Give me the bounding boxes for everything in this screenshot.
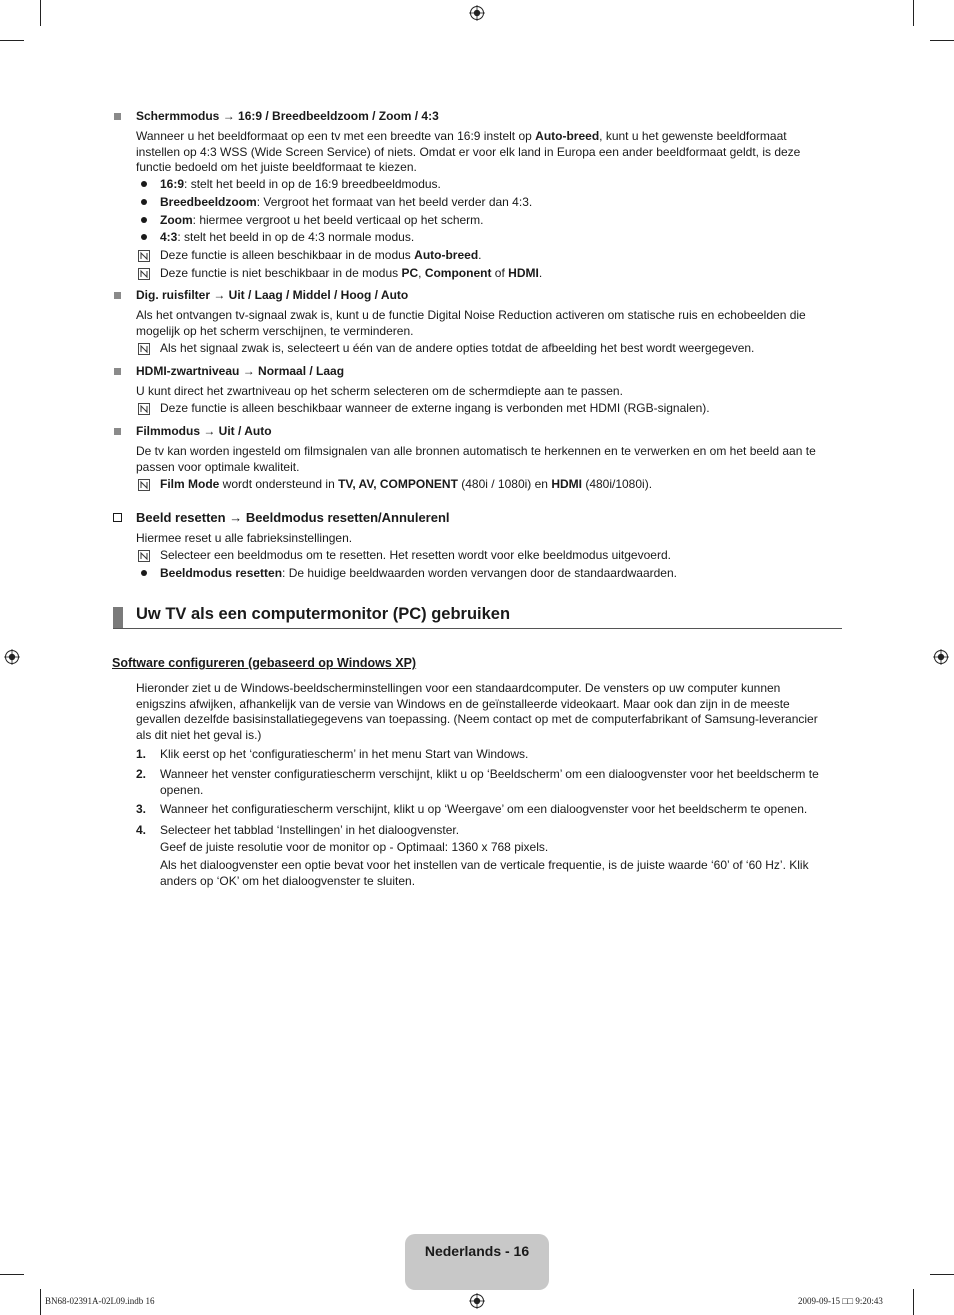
section-title-beeld-resetten: Beeld resetten → Beeldmodus resetten/Annulerenl [136,510,450,525]
crop-mark [930,40,954,41]
step-number: 3. [136,802,147,816]
print-file-info: BN68-02391A-02L09.indb 16 [45,1296,155,1306]
page-heading: Uw TV als een computermonitor (PC) gebruiken [136,605,511,623]
note-text: Selecteer een beeldmodus om te resetten. Het resetten wordt voor elke beeldmodus uitgevoerd. [160,548,671,562]
registration-mark-icon [4,649,20,665]
step-number: 4. [136,823,147,837]
registration-mark-icon [933,649,949,665]
page-number: Nederlands - 16 [424,1243,530,1259]
checkbox-icon [113,513,122,522]
section-square-icon [114,428,121,435]
crop-mark [930,1274,954,1275]
intro-paragraph: Hieronder ziet u de Windows-beeldscherminstellingen voor een standaardcomputer. De vensters op uw computer kunnen enigszins afwijken, afhankelijk van de versie van Windows en de geïnstalleerde videokaart. Maar ook dan zijn in de meeste gevallen dezelfde basisinstallatiegegevens van toepassing. (Neem contact op met de computerfabrikant of Samsung-leverancier als dit niet het geval is.) [136,681,818,742]
paragraph: Hiermee reset u alle fabrieksinstellingen. [136,531,353,545]
heading-rule [113,628,842,629]
section-title-ruisfilter: Dig. ruisfilter → Uit / Laag / Middel / Hoog / Auto [136,288,409,302]
section-square-icon [114,368,121,375]
step-text: Geef de juiste resolutie voor de monitor op - Optimaal: 1360 x 768 pixels. [160,840,549,854]
section-title-schermmodus: Schermmodus → 16:9 / Breedbeeldzoom / Zoom / 4:3 [136,109,439,123]
step-text: Wanneer het configuratiescherm verschijnt, klikt u op ‘Weergave’ om een dialoogvenster voor het beeldscherm te openen. [160,802,808,816]
subheading: Software configureren (gebaseerd op Windows XP) [112,656,417,670]
paragraph: Wanneer u het beeldformaat op een tv met een breedte van 16:9 instelt op Auto-breed, kunt u het gewenste beeldformaat instellen op 4:3 WSS (Wide Screen Service) of niets. Omdat er voor elk land in Europa een ander beeldformaat geldt, is deze functie bedoeld om het juiste beeldformaat te kiezen. [136,129,801,174]
note-text: Film Mode wordt ondersteund in TV, AV, COMPONENT (480i / 1080i) en HDMI (480i/1080i). [160,477,653,491]
crop-mark [913,0,914,26]
section-square-icon [114,292,121,299]
note-text: Deze functie is alleen beschikbaar in de modus Auto-breed. [160,248,482,262]
note-icon [138,550,150,562]
paragraph: Als het ontvangen tv-signaal zwak is, kunt u de functie Digital Noise Reduction activeren om statische ruis en echobeelden die mogelijk op het scherm verschijnen, te verminderen. [136,308,806,338]
note-text: Als het signaal zwak is, selecteert u één van de andere opties totdat de afbeelding het best wordt weergegeven. [160,341,755,355]
list-item: Breedbeeldzoom: Vergroot het formaat van het beeld verder dan 4:3. [160,195,533,209]
bullet-icon [141,199,147,205]
section-title-filmmodus: Filmmodus → Uit / Auto [136,424,272,438]
crop-mark [0,1274,24,1275]
note-text: Deze functie is niet beschikbaar in de modus PC, Component of HDMI. [160,266,543,280]
note-icon [138,479,150,491]
step-text: Als het dialoogvenster een optie bevat voor het instellen van de verticale frequentie, is de juiste waarde ‘60’ of ‘60 Hz’. Klik anders op ‘OK’ om het dialoogvenster te sluiten. [160,858,809,888]
note-icon [138,268,150,280]
registration-mark-icon [469,1293,485,1309]
crop-mark [913,1289,914,1315]
crop-mark [40,1289,41,1315]
list-item: 4:3: stelt het beeld in op de 4:3 normale modus. [160,230,415,244]
note-icon [138,403,150,415]
step-text: Klik eerst op het ‘configuratiescherm’ in het menu Start van Windows. [160,747,529,761]
step-text: Selecteer het tabblad ‘Instellingen’ in het dialoogvenster. [160,823,460,837]
paragraph: U kunt direct het zwartniveau op het scherm selecteren om de schermdiepte aan te passen. [136,384,623,398]
section-square-icon [114,113,121,120]
note-text: Deze functie is alleen beschikbaar wanneer de externe ingang is verbonden met HDMI (RGB-signalen). [160,401,710,415]
crop-mark [40,0,41,26]
paragraph: De tv kan worden ingesteld om filmsignalen van alle bronnen automatisch te herkennen en te verwerken en om het beeld aan te passen voor optimale kwaliteit. [136,444,816,474]
crop-mark [0,40,24,41]
print-date-info: 2009-09-15 □□ 9:20:43 [798,1296,883,1306]
list-item: 16:9: stelt het beeld in op de 16:9 breedbeeldmodus. [160,177,441,191]
registration-mark-icon [469,5,485,21]
bullet-icon [141,570,147,576]
step-number: 1. [136,747,147,761]
bullet-icon [141,234,147,240]
note-icon [138,343,150,355]
list-item: Zoom: hiermee vergroot u het beeld verticaal op het scherm. [160,213,484,227]
section-title-hdmi-zwartniveau: HDMI-zwartniveau → Normaal / Laag [136,364,345,378]
bullet-icon [141,217,147,223]
page-number-tab [405,1234,549,1290]
step-text: Wanneer het venster configuratiescherm verschijnt, klikt u op ‘Beeldscherm’ om een dialoogvenster voor het beeldscherm te openen. [160,767,819,797]
bullet-icon [141,181,147,187]
heading-marker [113,607,123,628]
list-item: Beeldmodus resetten: De huidige beeldwaarden worden vervangen door de standaardwaarden. [160,566,677,580]
step-number: 2. [136,767,147,781]
note-icon [138,250,150,262]
